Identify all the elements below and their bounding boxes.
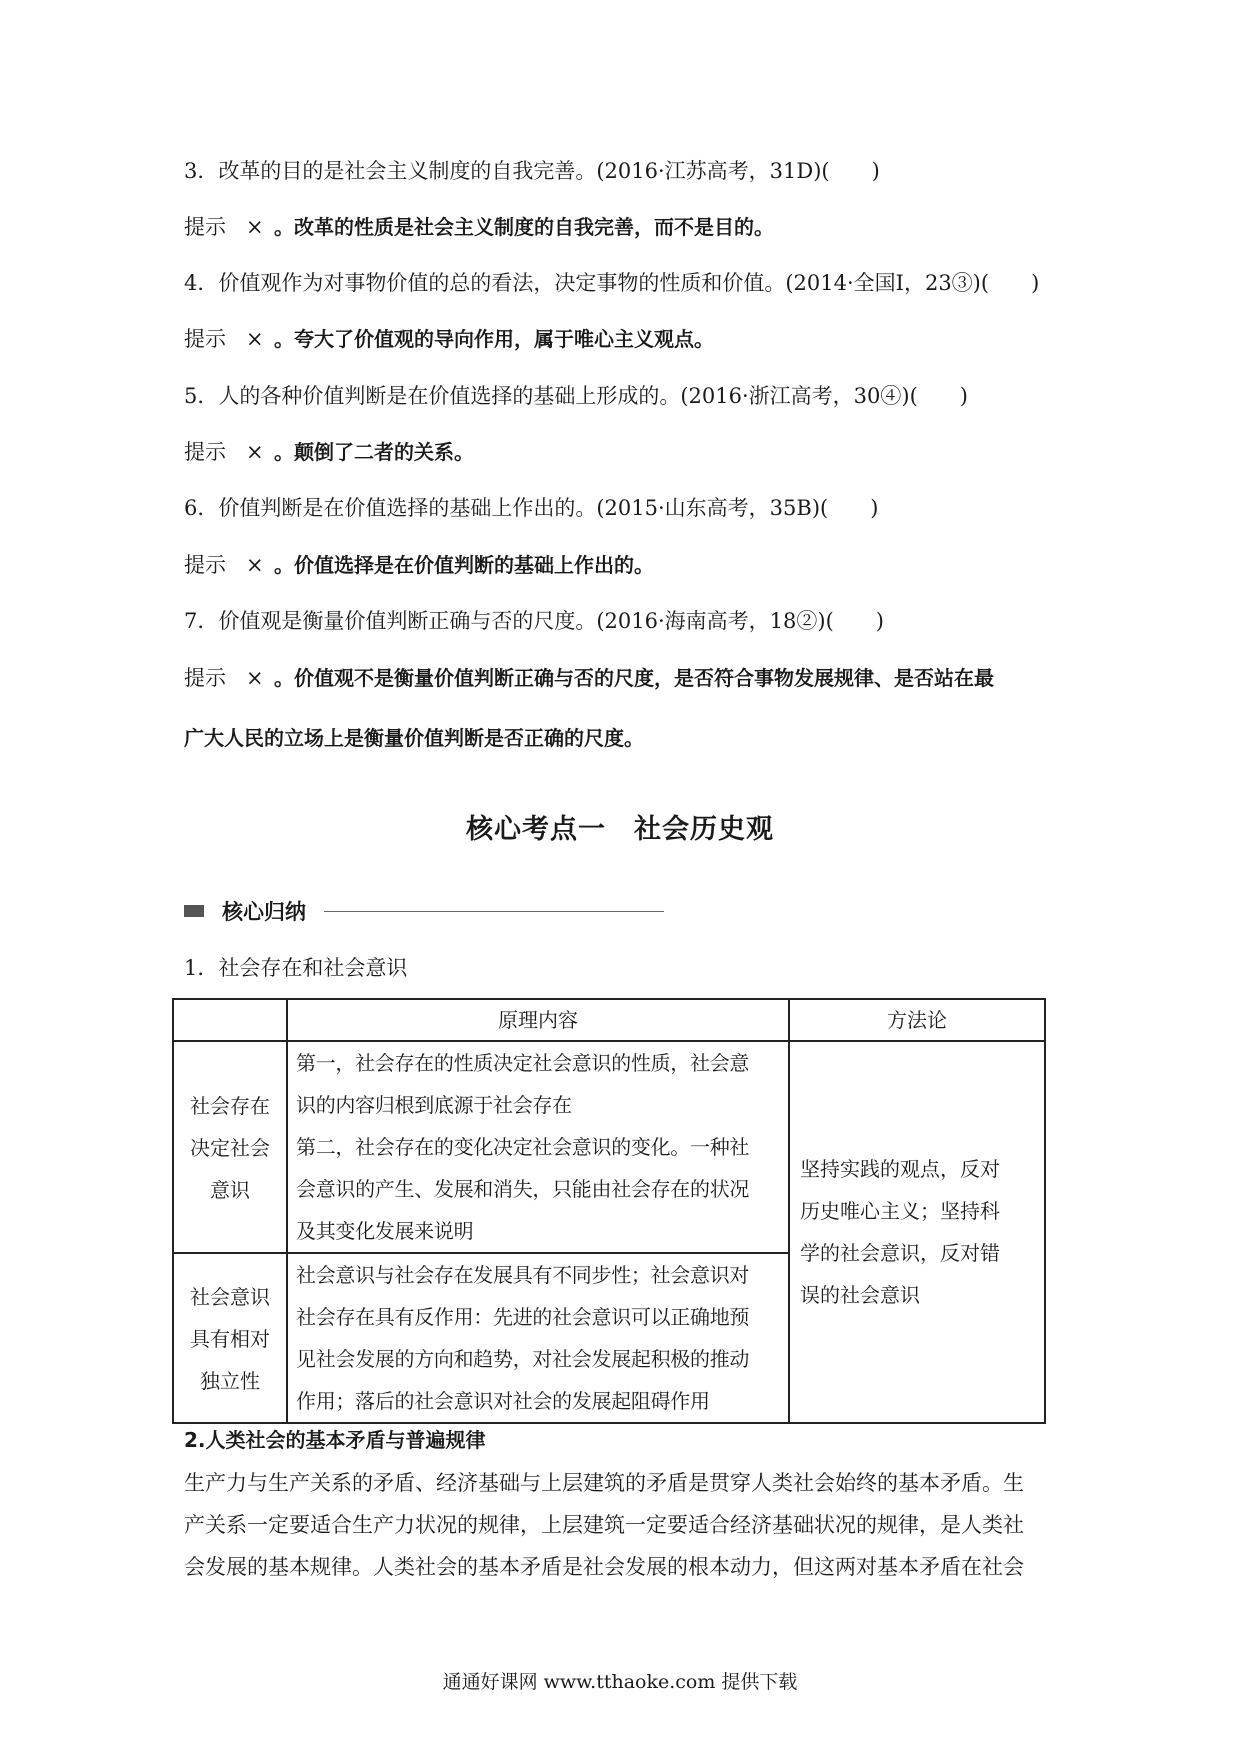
method-line: 坚持实践的观点，反对 [800, 1157, 1000, 1181]
header-method: 方法论 [789, 999, 1045, 1041]
row1-label-line: 意识 [210, 1178, 250, 1202]
section-label: 核心归纳 [222, 900, 306, 924]
table-row [173, 1041, 1045, 1253]
hint-label: 提示 [184, 327, 226, 351]
hint-7 [184, 663, 994, 693]
row1-label [173, 1041, 287, 1253]
body-paragraph [184, 1462, 1064, 1588]
cross-mark: × [246, 215, 264, 239]
hint-7-continuation: 广大人民的立场上是衡量价值判断是否正确的尺度。 [184, 726, 644, 750]
question-5: 5．人的各种价值判断是在价值选择的基础上形成的。(2016·浙江高考，30④)( ) [184, 384, 968, 408]
hint-answer: 。价值选择是在价值判断的基础上作出的。 [274, 553, 654, 577]
method-line: 学的社会意识，反对错 [800, 1241, 1000, 1265]
row1-content [287, 1041, 789, 1253]
row2-label [173, 1253, 287, 1423]
row2-label-line: 独立性 [200, 1369, 260, 1393]
cross-mark: × [246, 440, 264, 464]
row2-content [287, 1253, 789, 1423]
row1-label-line: 社会存在 [190, 1094, 270, 1118]
hint-label: 提示 [184, 440, 226, 464]
row1-label-line: 决定社会 [190, 1136, 270, 1160]
row2-label-line: 具有相对 [190, 1327, 270, 1351]
page-title: 核心考点一 社会历史观 [466, 814, 774, 845]
hint-label: 提示 [184, 666, 226, 690]
subheading-2: 2.人类社会的基本矛盾与普遍规律 [184, 1428, 486, 1452]
method-cell [789, 1041, 1045, 1423]
hint-4 [184, 324, 714, 354]
content-line: 社会存在具有反作用：先进的社会意识可以正确地预 [296, 1305, 750, 1329]
hint-answer: 。夸大了价值观的导向作用，属于唯心主义观点。 [274, 327, 714, 351]
content-line: 及其变化发展来说明 [296, 1219, 474, 1243]
content-line: 作用；落后的社会意识对社会的发展起阻碍作用 [296, 1389, 710, 1413]
table-header-row [173, 999, 1045, 1041]
question-3: 3．改革的目的是社会主义制度的自我完善。(2016·江苏高考，31D)( ) [184, 159, 880, 183]
method-line: 误的社会意识 [800, 1283, 920, 1307]
paragraph-line: 会发展的基本规律。人类社会的基本矛盾是社会发展的根本动力，但这两对基本矛盾在社会 [184, 1555, 1024, 1579]
cross-mark: × [246, 553, 264, 577]
content-line: 识的内容归根到底源于社会存在 [296, 1093, 572, 1117]
content-line: 第一，社会存在的性质决定社会意识的性质，社会意 [296, 1051, 750, 1075]
paragraph-line: 产关系一定要适合生产力状况的规律，上层建筑一定要适合经济基础状况的规律，是人类社 [184, 1513, 1024, 1537]
question-6: 6．价值判断是在价值选择的基础上作出的。(2015·山东高考，35B)( ) [184, 496, 879, 520]
cross-mark: × [246, 666, 264, 690]
hint-answer: 。颠倒了二者的关系。 [274, 440, 474, 464]
table-corner-cell [173, 999, 287, 1041]
question-4: 4．价值观作为对事物价值的总的看法，决定事物的性质和价值。(2014·全国Ⅰ，23③)( ) [184, 271, 1040, 295]
principle-table [172, 998, 1046, 1424]
content-line: 见社会发展的方向和趋势，对社会发展起积极的推动 [296, 1347, 750, 1371]
content-line: 会意识的产生、发展和消失，只能由社会存在的状况 [296, 1177, 750, 1201]
content-line: 第二，社会存在的变化决定社会意识的变化。一种社 [296, 1135, 750, 1159]
section-bar-icon [184, 905, 204, 917]
header-content: 原理内容 [287, 999, 789, 1041]
section-rule [324, 911, 664, 912]
hint-label: 提示 [184, 553, 226, 577]
hint-answer: 。改革的性质是社会主义制度的自我完善，而不是目的。 [274, 215, 774, 239]
content-line: 社会意识与社会存在发展具有不同步性；社会意识对 [296, 1263, 750, 1287]
question-7: 7．价值观是衡量价值判断正确与否的尺度。(2016·海南高考，18②)( ) [184, 609, 884, 633]
method-line: 历史唯心主义；坚持科 [800, 1199, 1000, 1223]
paragraph-line: 生产力与生产关系的矛盾、经济基础与上层建筑的矛盾是贯穿人类社会始终的基本矛盾。生 [184, 1471, 1024, 1495]
hint-6 [184, 550, 654, 580]
hint-label: 提示 [184, 215, 226, 239]
hint-3 [184, 212, 774, 242]
cross-mark: × [246, 327, 264, 351]
section-header [184, 896, 664, 926]
hint-5 [184, 437, 474, 467]
page-footer: 通通好课网 www.tthaoke.com 提供下载 [442, 1671, 798, 1693]
subheading-1: 1．社会存在和社会意识 [184, 956, 408, 980]
hint-answer: 。价值观不是衡量价值判断正确与否的尺度，是否符合事物发展规律、是否站在最 [274, 666, 994, 690]
row2-label-line: 社会意识 [190, 1285, 270, 1309]
